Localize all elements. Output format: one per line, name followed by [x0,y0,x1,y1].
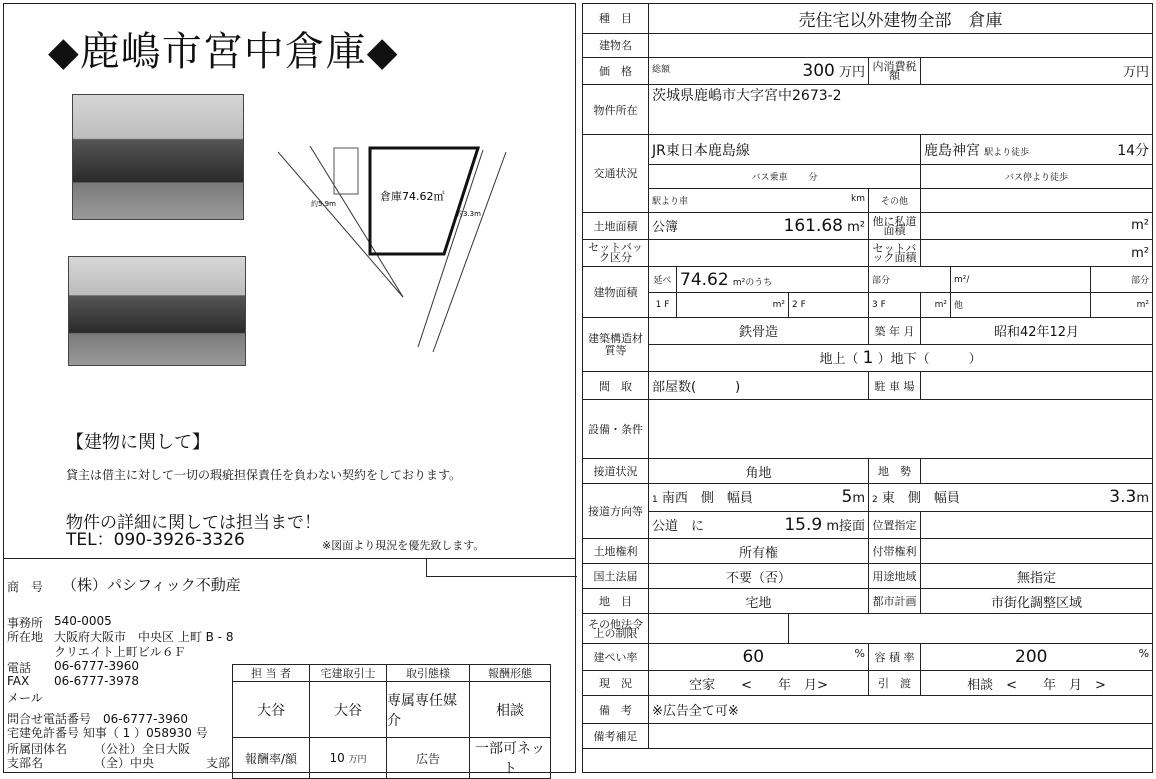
floor2-label: 2 F [789,292,869,317]
private-road-unit: m² [921,212,1153,239]
tax-label: 内消費税額 [869,57,921,84]
attached-rights-label: 付帯権利 [869,538,921,563]
total-area: 74.62 [680,269,729,290]
branch-name: （全）中央 [94,756,155,770]
national-law-label: 国土法届 [583,564,649,589]
status: 空家 < 年 月> [649,671,869,696]
warehouse-photo-side [68,256,246,366]
mail-label: メール [7,691,43,705]
far: 200 [1015,647,1048,668]
attached-rights-value [921,538,1153,563]
car-icon [334,148,358,194]
direction2-no: 2 [872,495,878,506]
supplement-value [649,723,1153,748]
land-area-label: 土地面積 [583,212,649,239]
tax-unit: 万円 [921,57,1153,84]
group-label: 所属団体名 [7,742,68,756]
remarks-label: 備 考 [583,696,649,723]
other-law-label: その他法令上の制限 [583,614,649,644]
terrain-value [921,459,1153,484]
ad-value: 一部可ネット [470,738,551,779]
fee-unit: 万円 [348,755,367,765]
layout-label: 間 取 [583,372,649,399]
agent-person: 大谷 [233,682,310,738]
train-line: JR東日本鹿島線 [649,135,921,165]
part2: 部分 [1091,267,1153,292]
fee-rate-cell [310,738,387,779]
frontage: 15.9 [784,514,823,535]
land-area-cell [649,212,869,239]
floors-above-label: 地上（ [819,352,859,368]
agent-header-fee-type: 報酬形態 [470,665,551,682]
bcr-label: 建ぺい率 [583,643,649,670]
warehouse-area-label: 倉庫74.62㎡ [380,190,445,203]
zoning-label: 用途地域 [869,564,921,589]
dimension-right: 約3.3m [456,210,481,218]
tel-number[interactable]: 06-6777-3960 [54,659,140,673]
other-law-extra [789,614,1153,644]
supplement-label: 備考補足 [583,723,649,748]
building-heading: 【建物に関して】 [66,432,210,453]
far-unit: % [1138,647,1150,661]
road-status: 角地 [649,459,869,484]
bcr: 60 [742,647,765,668]
agent-header-person: 担 当 者 [233,665,310,682]
equipment-label: 設備・条件 [583,399,649,458]
fax-label: FAX [7,674,30,688]
zoning: 無指定 [921,564,1153,589]
license-number: 宅建免許番号 知事（ 1 ）058930 号 [7,726,208,740]
property-type: 売住宅以外建物全部 倉庫 [649,4,1153,34]
station-cell [921,135,1153,165]
floors-below: ）地下（ ） [877,352,982,368]
building-note: 貸主は借主に対して一切の瑕疵担保責任を負わない契約をしております。 [66,468,462,482]
terrain-label: 地 勢 [869,459,921,484]
other-law-value [649,614,789,644]
branch-label: 支部名 [7,756,44,770]
address-line1: 大阪府大阪市 中央区 上町 B - 8 [54,630,234,644]
direction2-width: 3.3 [1109,487,1137,508]
corner-box [426,558,577,577]
property-title: ◆鹿嶋市宮中倉庫◆ [48,29,399,75]
handover: 相談 < 年 月 > [921,671,1153,696]
bus-label: バス乗車 [751,172,788,183]
far-label: 容 積 率 [869,643,921,670]
setback-value [649,240,869,267]
built-date: 昭和42年12月 [921,317,1153,344]
parking-value [921,372,1153,399]
total-unit: m²のうち [732,277,773,288]
road-left-inner [310,146,403,297]
inquiry-phone[interactable]: 問合せ電話番号 06-6777-3960 [7,712,189,726]
part1: 部分 [869,267,951,292]
address-line2: クリエイト上町ビル６Ｆ [54,645,186,659]
direction1-unit: m [852,491,865,507]
warehouse-photo-front [72,94,244,220]
setback-area-unit: m² [921,240,1153,267]
building-name-label: 建物名 [583,33,649,57]
road-left-outer [278,152,403,297]
land-category: 宅地 [649,589,869,614]
bus-cell [649,164,921,188]
public-road: 公道 に [652,518,705,534]
building-area-label: 建物面積 [583,267,649,317]
floor1-label: 1 F [649,292,677,317]
far-cell [921,643,1153,670]
dimension-left: 約5.9m [311,200,336,208]
building-name [649,33,1153,57]
site-map [278,142,508,382]
agent-broker: 大谷 [310,682,387,738]
road-status-label: 接道状況 [583,459,649,484]
type-label: 種 目 [583,4,649,34]
bus-walk: バス停より徒歩 [921,164,1153,188]
car-cell [649,188,869,212]
station-name: 鹿島神宮 [924,142,980,159]
national-law: 不要（否） [649,564,869,589]
tel-label: 電話 [7,661,32,675]
other-floor-unit: m² [1091,292,1153,317]
land-unit: m² [847,219,865,235]
built-label: 築 年 月 [869,317,921,344]
address-label: 所在地 [7,630,44,644]
fee-rate-label: 報酬率/額 [233,738,310,779]
price-total-label: 総額 [652,64,671,75]
company-name-label: 商 号 [7,580,44,594]
agent-header-broker: 宅建取引士 [310,665,387,682]
other-floor-label: 他 [951,292,1091,317]
part-unit: m²/ [951,267,1091,292]
direction2-cell [869,484,1153,511]
setback-label: セットバック区分 [583,240,649,267]
priority-note: ※図面より現況を優先致します。 [322,539,485,552]
road-right-inner [418,150,483,347]
direction2-unit: m [1136,491,1150,507]
land-kind: 公簿 [652,219,679,235]
group-name: （公社）全日大阪 [94,742,191,756]
floor1-unit: m² [677,292,789,317]
contact-phone[interactable]: TEL：090-3926-3326 [66,530,245,550]
city-plan-label: 都市計画 [869,589,921,614]
spec-footer [583,748,1153,772]
parking-label: 駐 車 場 [869,372,921,399]
private-road-label: 他に私道面積 [869,212,921,239]
land-category-label: 地 目 [583,589,649,614]
office-label: 事務所 [7,616,44,630]
agent-fee-type: 相談 [470,682,551,738]
company-name: （株）パシフィック不動産 [62,576,241,594]
car-label: 駅より車 [652,196,689,207]
price-value: 300 [802,60,835,81]
total-label: 延べ [649,267,677,292]
fee-value: 10 [329,751,345,765]
status-label: 現 況 [583,671,649,696]
frontage-cell [649,511,869,538]
frontage-unit: m接面 [826,518,865,534]
price-cell [649,57,869,84]
ad-label: 広告 [387,738,470,779]
price-unit: 万円 [838,64,865,80]
position-value [921,511,1153,538]
equipment-value [649,399,1153,458]
bus-minutes: 分 [808,172,818,183]
direction2: 東 側 幅員 [881,491,960,507]
office-postal: 540-0005 [54,614,112,628]
location-label: 物件所在 [583,84,649,134]
walk-time: 14分 [1117,142,1150,159]
total-area-cell [677,267,869,292]
other-transport-value [921,188,1153,212]
position-label: 位置指定 [869,511,921,538]
spec-table [582,3,1153,773]
agent-type: 専属専任媒介 [387,682,470,738]
other-transport: その他 [869,188,921,212]
agent-table [232,664,551,779]
bcr-unit: % [854,647,865,661]
structure: 鉄骨造 [649,317,869,344]
fax-number: 06-6777-3978 [54,674,140,688]
floors-cell [649,345,1153,372]
agent-header-type: 取引態様 [387,665,470,682]
floor3-unit: m² [921,292,951,317]
rights-label: 土地権利 [583,538,649,563]
direction1-no: 1 [652,495,658,506]
road-direction-label: 接道方向等 [583,484,649,539]
location: 茨城県鹿嶋市大字宮中2673-2 [649,84,1153,134]
transport-label: 交通状況 [583,135,649,213]
setback-area-label: セットバック面積 [869,240,921,267]
car-unit: km [851,193,865,204]
rooms: 部屋数( ) [649,372,869,399]
direction1-cell [649,484,869,511]
direction1-width: 5 [841,487,853,508]
contact-note: 物件の詳細に関しては担当まで！ [66,513,321,533]
structure-label: 建築構造材質等 [583,317,649,372]
handover-label: 引 渡 [869,671,921,696]
land-area: 161.68 [783,215,843,236]
floor3-label: 3 F [869,292,921,317]
branch-suffix: 支部 [206,756,231,770]
rights: 所有権 [649,538,869,563]
remarks: ※広告全て可※ [649,696,1153,723]
price-label: 価 格 [583,57,649,84]
direction1: 南西 側 幅員 [661,491,753,507]
bcr-cell [649,643,869,670]
floors-above: 1 [862,348,874,369]
walk-label: 駅より徒歩 [984,147,1030,158]
city-plan: 市街化調整区域 [921,589,1153,614]
